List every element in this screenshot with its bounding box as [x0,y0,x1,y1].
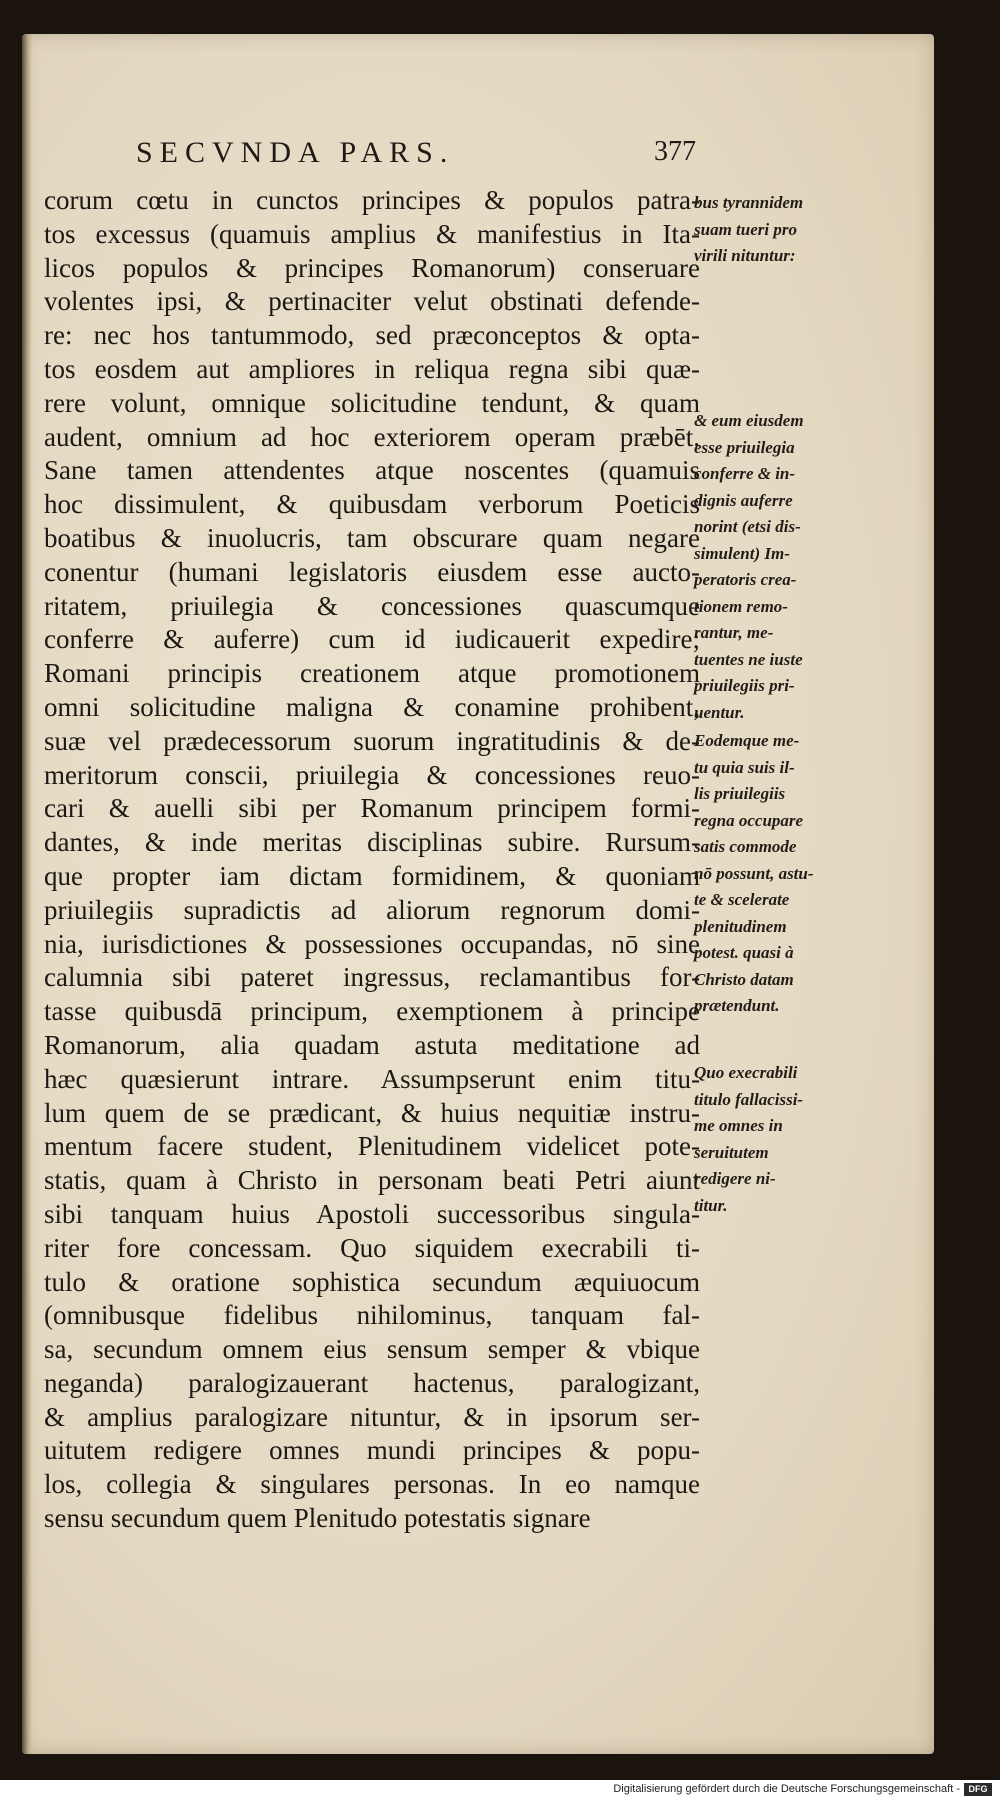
marginal-note-line: nō possunt, astu- [694,863,814,883]
text-line: cari & auelli sibi per Romanum principem formi- [44,793,700,824]
text-line: & amplius paralogizare nituntur, & in ipsorum ser- [44,1401,700,1432]
text-line: tasse quibusdā principum, exemptionem à principe [44,996,700,1027]
page-header [136,136,696,180]
marginal-note-line: plenitudinem [694,916,787,936]
text-line: volentes ipsi, & pertinaciter velut obstinati defende- [44,286,700,317]
marginal-note-line: te & scelerate [694,890,790,909]
text-line: riter fore concessam. Quo siquidem execrabili ti- [44,1232,700,1263]
text-line: lum quem de se prædicant, & huius nequitiæ instru- [44,1097,700,1128]
text-line: mentum facere student, Plenitudinem videlicet pote- [44,1131,700,1162]
marginal-note-line: tionem remo- [694,596,788,616]
text-line: ritatem, priuilegia & concessiones quascumque [44,590,700,621]
text-line: statis, quam à Christo in personam beati Petri aiunt [44,1165,700,1196]
text-line: conentur (humani legislatoris eiusdem esse aucto- [44,556,700,587]
marginal-note-line: satis commode [694,837,797,856]
marginal-note-line: titulo fallacissi- [694,1089,804,1109]
main-text-block [44,184,700,1536]
marginal-note-line: potest. quasi à [694,943,794,962]
text-line: tulo & oratione sophistica secundum æquiuocum [44,1266,700,1297]
text-line: omni solicitudine maligna & conamine prohibent, [44,691,700,722]
text-line: nia, iurisdictiones & possessiones occupandas, nō sine [44,928,700,959]
marginal-note-line: norint (etsi dis- [694,517,801,536]
text-line: Romanorum, alia quadam astuta meditatione ad [44,1029,700,1060]
marginal-note-line: tuentes ne iuste [694,649,803,669]
marginal-note-line: prætendunt. [694,996,780,1015]
marginal-note-line: conferre & in- [694,464,796,483]
marginal-note-line: regna occupare [694,810,804,830]
text-line: sensu secundum quem Plenitudo potestatis signare [44,1503,591,1534]
marginal-note-line: me omnes in [694,1116,783,1135]
text-line: rere volunt, omnique solicitudine tendunt, & quam [44,387,700,418]
marginal-note-line: Quo execrabili [694,1063,798,1082]
text-line: sa, secundum omnem eius sensum semper & vbique [44,1334,700,1365]
marginal-note-line: esse priuilegia [694,437,795,457]
marginal-note-line: redigere ni- [694,1169,776,1188]
text-line: boatibus & inuolucris, tam obscurare quam negare [44,522,700,553]
page-gutter-shadow [22,34,32,1754]
marginal-note-line: lis priuilegiis [694,784,786,803]
text-line: tos eosdem aut ampliores in reliqua regna sibi quæ- [44,353,700,384]
marginal-note-line: & eum eiusdem [694,411,804,430]
text-line: hæc quæsierunt intrare. Assumpserunt enim titu- [44,1063,700,1094]
text-line: suæ vel prædecessorum suorum ingratitudinis & de- [44,725,700,756]
text-line: (omnibusque fidelibus nihilominus, tanquam fal- [44,1300,700,1331]
text-line: sibi tanquam huius Apostoli successoribus singula- [44,1198,700,1229]
marginal-note-line: tu quia suis il- [694,757,795,777]
text-line: dantes, & inde meritas disciplinas subire. Rursum- [44,827,700,858]
marginal-note-line: seruitutem [694,1142,769,1162]
marginal-note-line: uentur. [694,702,745,722]
text-line: meritorum conscii, priuilegia & concessiones reuo- [44,759,700,790]
dfg-logo: DFG [964,1783,992,1796]
text-line: tos excessus (quamuis amplius & manifestius in Ita- [44,218,700,249]
marginal-note-line: rantur, me- [694,623,774,642]
text-line: calumnia sibi pateret ingressus, reclamantibus for- [44,962,700,993]
marginal-note-line: titur. [694,1195,728,1215]
footer [0,1780,1000,1800]
text-line: audent, omnium ad hoc exteriorem operam præbēt. [44,421,700,452]
text-line: hoc dissimulent, & quibusdam verborum Poeticis [44,489,700,520]
text-line: licos populos & principes Romanorum) conseruare [44,252,700,283]
marginal-note-line: bus tyrannidem [694,193,804,212]
text-line: conferre & auferre) cum id iudicauerit expedire; [44,624,700,655]
text-line: re: nec hos tantummodo, sed præconceptos & opta- [44,320,700,351]
digitization-credit: Digitalisierung gefördert durch die Deutsche Forschungsgemeinschaft - [613,1783,960,1795]
marginal-note-line: virili nituntur: [694,246,796,265]
marginal-note [694,728,844,1020]
marginal-note-line: suam tueri pro [694,219,797,239]
marginal-note [694,408,844,726]
text-line: los, collegia & singulares personas. In eo namque [44,1469,700,1500]
marginal-note-line: simulent) Im- [694,543,790,563]
marginal-note-line: priuilegiis pri- [694,676,795,695]
text-line: neganda) paralogizauerant hactenus, paralogizant, [44,1367,700,1398]
marginal-note-line: Eodemque me- [694,731,800,750]
text-line: Romani principis creationem atque promotionem [44,658,700,689]
running-head: SECVNDA PARS. [136,136,455,169]
marginal-note [694,1060,844,1219]
text-line: Sane tamen attendentes atque noscentes (quamuis [44,455,700,486]
marginal-note-line: dignis auferre [694,490,793,510]
page-number: 377 [654,136,696,167]
text-line: corum cœtu in cunctos principes & populos patra- [44,185,700,215]
marginal-note-line: peratoris crea- [694,570,797,589]
text-line: uitutem redigere omnes mundi principes & popu- [44,1435,700,1466]
text-line: que propter iam dictam formidinem, & quoniam [44,860,700,891]
text-line: priuilegiis supradictis ad aliorum regnorum domi- [44,894,700,925]
marginal-note [694,190,844,270]
marginal-note-line: Christo datam [694,969,794,989]
